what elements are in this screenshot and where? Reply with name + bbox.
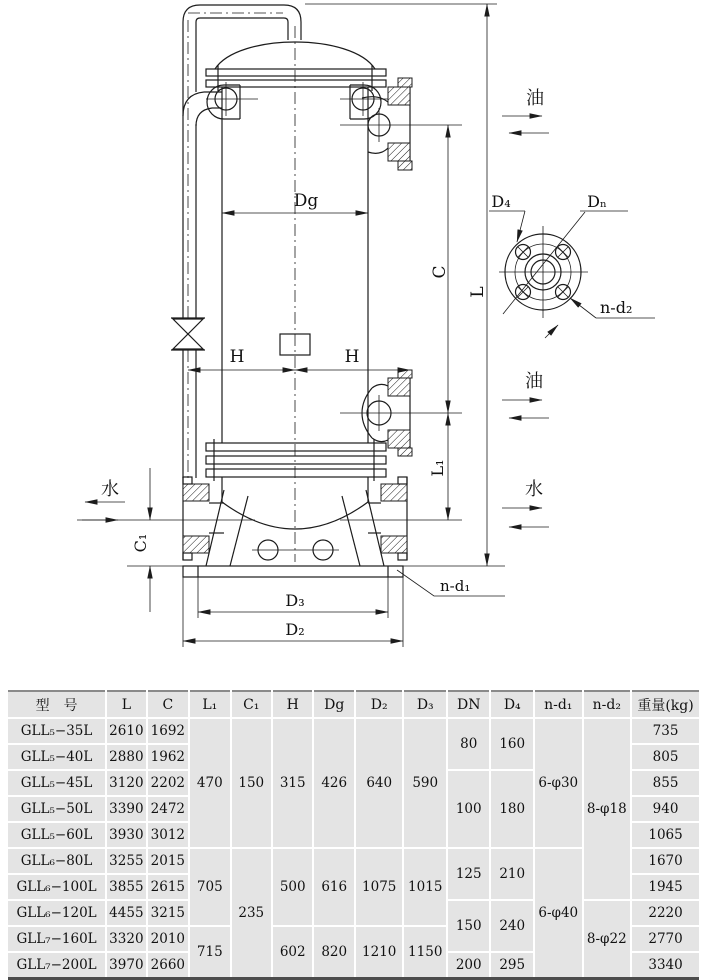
cell: 1962 — [147, 744, 189, 770]
cell: 735 — [631, 718, 699, 744]
col-header-model: 型 号 — [8, 691, 106, 718]
dim-label-d4: D₄ — [491, 192, 511, 211]
table-row — [8, 718, 699, 744]
dim-label-l: L — [468, 286, 488, 298]
cell: 1945 — [631, 874, 699, 900]
cell: 125 — [447, 848, 491, 900]
dimension-lines — [77, 4, 505, 647]
water-nozzle-right — [368, 477, 407, 560]
cell: 2660 — [147, 952, 189, 979]
col-header-nd1: n-d₁ — [534, 691, 583, 718]
cell: 2472 — [147, 796, 189, 822]
water-label-left: 水 — [101, 479, 119, 500]
cell: 210 — [490, 848, 534, 900]
cell: 8-φ22 — [583, 900, 632, 979]
cell: 640 — [355, 718, 404, 848]
col-header-dn: DN — [447, 691, 491, 718]
cell: 3340 — [631, 952, 699, 979]
cell: 3855 — [106, 874, 146, 900]
cell: 150 — [231, 718, 272, 848]
cell: 6-φ40 — [534, 848, 583, 979]
cell: 2202 — [147, 770, 189, 796]
flow-annotations — [82, 88, 549, 527]
cell: 2010 — [147, 926, 189, 952]
cell: 3970 — [106, 952, 146, 979]
cell: 855 — [631, 770, 699, 796]
cell: 295 — [490, 952, 534, 979]
cell: 1075 — [355, 848, 404, 926]
cell: 602 — [272, 926, 313, 979]
cell: 1015 — [403, 848, 447, 926]
cell-model: GLL₅−50L — [8, 796, 106, 822]
cell: 3390 — [106, 796, 146, 822]
cell: 715 — [189, 926, 230, 979]
cell: 2615 — [147, 874, 189, 900]
header-row — [8, 691, 699, 718]
cell: 3012 — [147, 822, 189, 848]
cell: 426 — [313, 718, 354, 848]
cell-model: GLL₅−40L — [8, 744, 106, 770]
col-header-weight: 重量(kg) — [631, 691, 699, 718]
col-header-l: L — [106, 691, 146, 718]
cell: 3215 — [147, 900, 189, 926]
dim-label-c: C — [430, 265, 450, 279]
cell: 1150 — [403, 926, 447, 979]
oil-label-mid: 油 — [525, 371, 543, 392]
dim-label-h-left: H — [229, 347, 245, 367]
cell: 1065 — [631, 822, 699, 848]
water-label-right: 水 — [525, 479, 543, 500]
cell: 940 — [631, 796, 699, 822]
cell: 6-φ30 — [534, 718, 583, 848]
col-header-nd2: n-d₂ — [583, 691, 632, 718]
cell-model: GLL₆−120L — [8, 900, 106, 926]
cell: 500 — [272, 848, 313, 926]
dim-label-dg: Dg — [293, 191, 319, 211]
cell: 150 — [447, 900, 491, 952]
col-header-dg: Dg — [313, 691, 354, 718]
cell-model: GLL₆−80L — [8, 848, 106, 874]
cell: 590 — [403, 718, 447, 848]
cell-model: GLL₆−100L — [8, 874, 106, 900]
cell-model: GLL₅−60L — [8, 822, 106, 848]
cell: 4455 — [106, 900, 146, 926]
cell: 240 — [490, 900, 534, 952]
cell-model: GLL₇−160L — [8, 926, 106, 952]
cell-model: GLL₇−200L — [8, 952, 106, 979]
col-header-c: C — [147, 691, 189, 718]
oil-nozzle-upper — [362, 78, 412, 170]
cell: 2220 — [631, 900, 699, 926]
spec-table — [8, 690, 699, 980]
oil-label-top: 油 — [526, 88, 544, 109]
cell: 820 — [313, 926, 354, 979]
cell: 3930 — [106, 822, 146, 848]
col-header-c1: C₁ — [231, 691, 272, 718]
cell: 1670 — [631, 848, 699, 874]
cell: 2880 — [106, 744, 146, 770]
col-header-d4: D₄ — [490, 691, 534, 718]
cell: 3120 — [106, 770, 146, 796]
centerlines — [188, 13, 295, 562]
cell: 470 — [189, 718, 230, 848]
col-header-d2: D₂ — [355, 691, 404, 718]
cell: 2610 — [106, 718, 146, 744]
dim-label-d3: D₃ — [285, 591, 305, 610]
cell: 3320 — [106, 926, 146, 952]
cell: 160 — [490, 718, 534, 770]
col-header-h: H — [272, 691, 313, 718]
dim-label-nd1: n-d₁ — [440, 577, 471, 595]
col-header-d3: D₃ — [403, 691, 447, 718]
col-header-l1: L₁ — [189, 691, 230, 718]
dim-label-nd2: n-d₂ — [600, 298, 633, 317]
cell: 616 — [313, 848, 354, 926]
cell: 705 — [189, 848, 230, 926]
cell-model: GLL₅−35L — [8, 718, 106, 744]
cell: 100 — [447, 770, 491, 848]
valve-icon — [171, 318, 205, 350]
flange-detail-view — [489, 192, 655, 338]
dim-label-c1: C₁ — [131, 533, 150, 553]
cell: 180 — [490, 770, 534, 848]
dim-label-l1: L₁ — [428, 459, 447, 477]
vessel-shell — [206, 42, 386, 529]
cell: 8-φ18 — [583, 718, 632, 900]
cell: 2770 — [631, 926, 699, 952]
cell: 1210 — [355, 926, 404, 979]
cell: 2015 — [147, 848, 189, 874]
dim-label-d2: D₂ — [285, 620, 305, 639]
dim-label-dn: Dₙ — [587, 192, 607, 211]
cell: 805 — [631, 744, 699, 770]
cell: 315 — [272, 718, 313, 848]
dim-label-h-right: H — [344, 347, 360, 367]
cell: 200 — [447, 952, 491, 979]
cell: 80 — [447, 718, 491, 770]
cell: 3255 — [106, 848, 146, 874]
cell-model: GLL₅−45L — [8, 770, 106, 796]
cell: 235 — [231, 848, 272, 979]
cell: 1692 — [147, 718, 189, 744]
